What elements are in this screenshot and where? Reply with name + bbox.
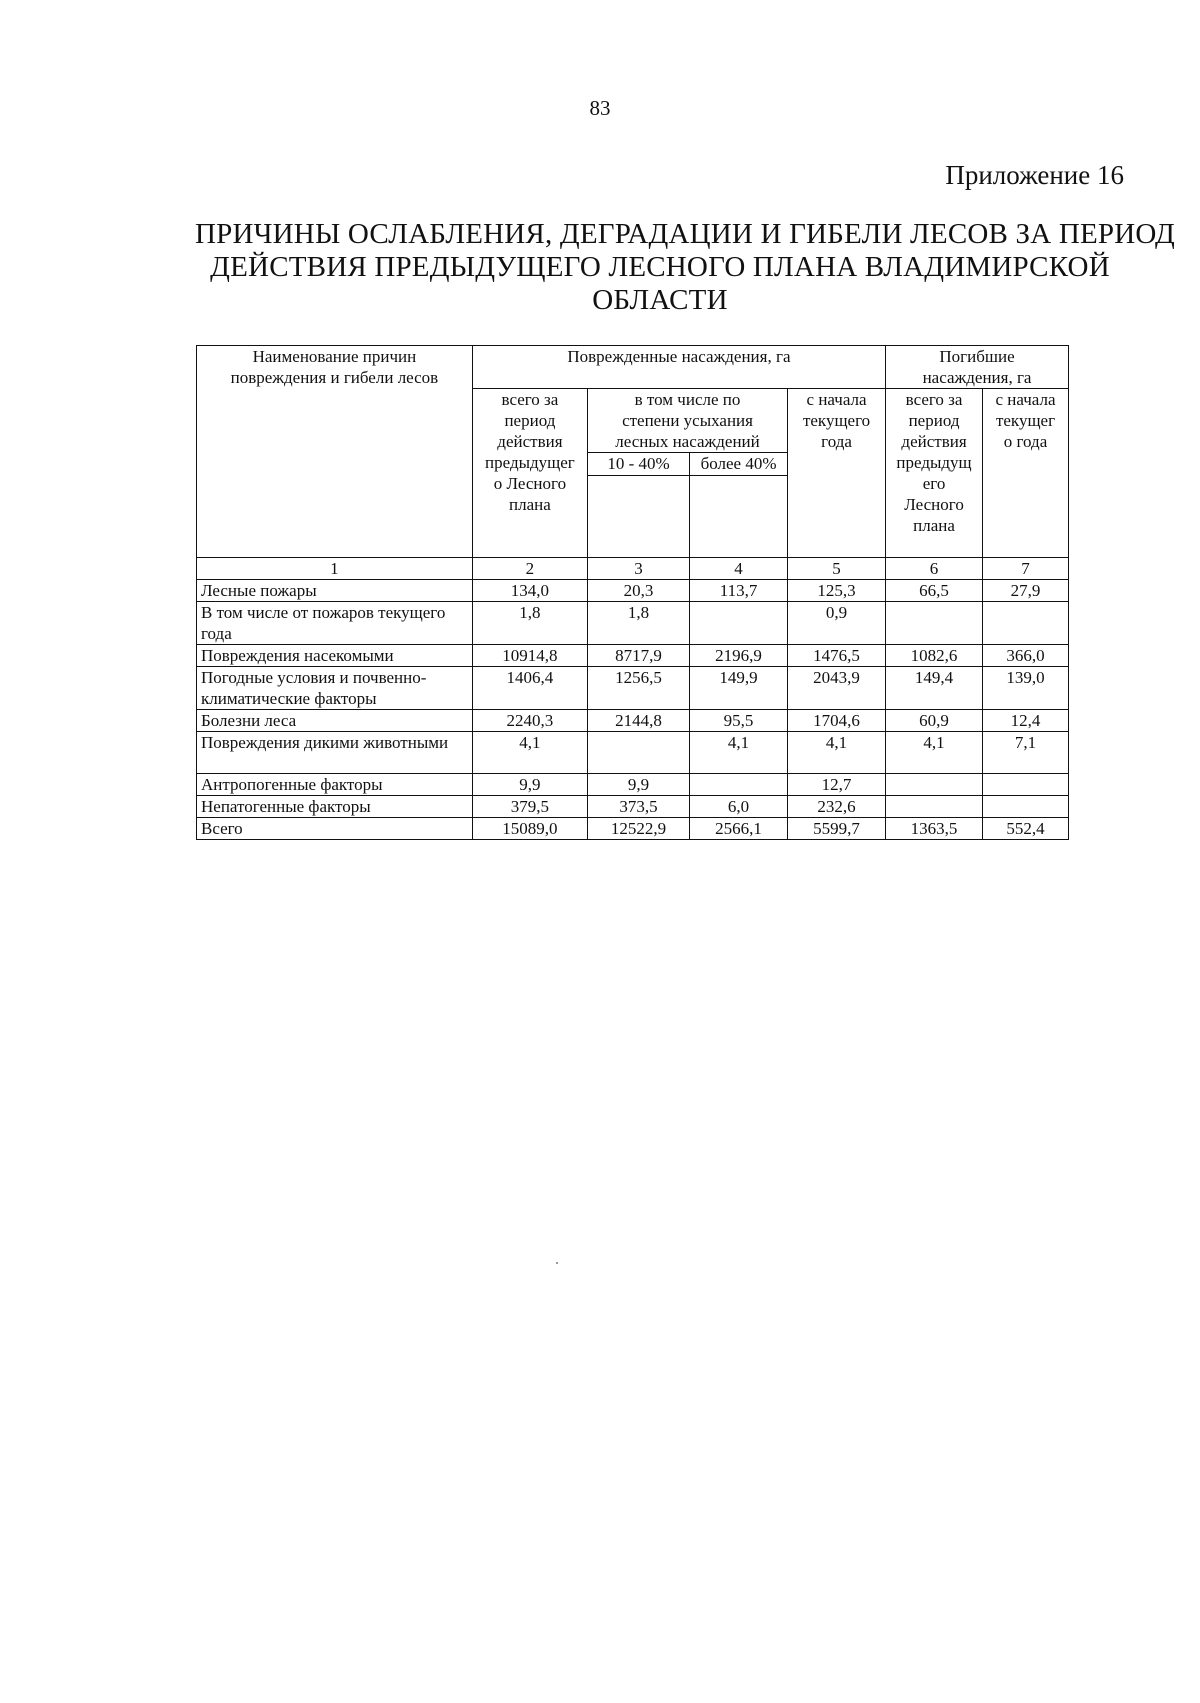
row-value-c7 [983, 796, 1069, 818]
header-degree-over-40: более 40% [690, 453, 788, 476]
header-damaged-current-year: с начала текущего года [788, 389, 886, 558]
page-number: 83 [589, 96, 611, 120]
row-value-c7: 7,1 [983, 732, 1069, 774]
row-value-c7: 12,4 [983, 710, 1069, 732]
column-number: 7 [983, 558, 1069, 580]
forest-damage-table [196, 345, 1069, 840]
title-line: ДЕЙСТВИЯ ПРЕДЫДУЩЕГО ЛЕСНОГО ПЛАНА ВЛАДИМИРСКОЙ [210, 251, 1110, 283]
header-spacer [588, 476, 690, 558]
row-value-c2: 379,5 [472, 796, 587, 818]
table-row [197, 580, 1069, 602]
row-value-c6: 60,9 [886, 710, 983, 732]
row-value-c3: 9,9 [588, 774, 690, 796]
row-value-c3: 373,5 [588, 796, 690, 818]
row-value-c2: 15089,0 [472, 818, 587, 840]
row-cause-name: В том числе от пожаров текущего года [197, 602, 473, 645]
column-number: 6 [886, 558, 983, 580]
row-value-c3: 1,8 [588, 602, 690, 645]
title-line: ОБЛАСТИ [592, 284, 728, 316]
row-cause-name: Лесные пожары [197, 580, 473, 602]
row-cause-name: Болезни леса [197, 710, 473, 732]
row-value-c5: 2043,9 [788, 667, 886, 710]
table-row [197, 818, 1069, 840]
table-row [197, 732, 1069, 774]
row-value-c6 [886, 774, 983, 796]
row-value-c6 [886, 796, 983, 818]
row-value-c2: 1406,4 [472, 667, 587, 710]
row-value-c4: 149,9 [690, 667, 788, 710]
row-value-c5: 0,9 [788, 602, 886, 645]
row-value-c3: 12522,9 [588, 818, 690, 840]
row-value-c5: 12,7 [788, 774, 886, 796]
row-value-c6: 4,1 [886, 732, 983, 774]
header-damaged-by-degree: в том числе по степени усыхания лесных насаждений [588, 389, 788, 453]
header-dead-current-year: с начала текущег о года [983, 389, 1069, 558]
column-number: 4 [690, 558, 788, 580]
scan-dot [556, 1262, 558, 1264]
row-value-c6: 1082,6 [886, 645, 983, 667]
row-value-c2: 2240,3 [472, 710, 587, 732]
row-cause-name: Погодные условия и почвенно-климатические факторы [197, 667, 473, 710]
row-value-c6: 1363,5 [886, 818, 983, 840]
row-value-c5: 1476,5 [788, 645, 886, 667]
row-value-c4: 2196,9 [690, 645, 788, 667]
row-cause-name: Непатогенные факторы [197, 796, 473, 818]
table-row [197, 602, 1069, 645]
header-dead: Погибшие насаждения, га [886, 346, 1069, 389]
column-number: 2 [472, 558, 587, 580]
header-degree-10-40: 10 - 40% [588, 453, 690, 476]
row-value-c5: 5599,7 [788, 818, 886, 840]
row-value-c6: 66,5 [886, 580, 983, 602]
row-value-c2: 9,9 [472, 774, 587, 796]
header-damaged-total: всего за период действия предыдущег о Лесного плана [472, 389, 587, 558]
title-line: ПРИЧИНЫ ОСЛАБЛЕНИЯ, ДЕГРАДАЦИИ И ГИБЕЛИ ЛЕСОВ ЗА ПЕРИОД [195, 218, 1176, 250]
row-value-c5: 232,6 [788, 796, 886, 818]
row-value-c4: 95,5 [690, 710, 788, 732]
row-value-c7: 552,4 [983, 818, 1069, 840]
table-row [197, 645, 1069, 667]
row-cause-name: Повреждения насекомыми [197, 645, 473, 667]
row-value-c2: 134,0 [472, 580, 587, 602]
row-value-c3: 1256,5 [588, 667, 690, 710]
row-value-c7 [983, 774, 1069, 796]
row-value-c3 [588, 732, 690, 774]
row-value-c2: 10914,8 [472, 645, 587, 667]
column-number: 3 [588, 558, 690, 580]
row-value-c7: 366,0 [983, 645, 1069, 667]
table-row [197, 796, 1069, 818]
header-damaged: Поврежденные насаждения, га [472, 346, 885, 389]
row-cause-name: Повреждения дикими животными [197, 732, 473, 774]
row-value-c2: 4,1 [472, 732, 587, 774]
row-value-c5: 1704,6 [788, 710, 886, 732]
row-value-c4: 113,7 [690, 580, 788, 602]
row-value-c7 [983, 602, 1069, 645]
row-value-c3: 20,3 [588, 580, 690, 602]
table-row [197, 667, 1069, 710]
appendix-label: Приложение 16 [945, 160, 1124, 190]
row-value-c4: 2566,1 [690, 818, 788, 840]
row-value-c3: 8717,9 [588, 645, 690, 667]
header-spacer [690, 476, 788, 558]
table-row [197, 710, 1069, 732]
row-value-c6: 149,4 [886, 667, 983, 710]
header-dead-total: всего за период действия предыдущ его Лесного плана [886, 389, 983, 558]
row-value-c5: 125,3 [788, 580, 886, 602]
row-value-c4 [690, 602, 788, 645]
column-number: 1 [197, 558, 473, 580]
row-value-c2: 1,8 [472, 602, 587, 645]
table-row [197, 774, 1069, 796]
row-value-c6 [886, 602, 983, 645]
row-cause-name: Антропогенные факторы [197, 774, 473, 796]
row-value-c7: 139,0 [983, 667, 1069, 710]
row-value-c4 [690, 774, 788, 796]
row-value-c5: 4,1 [788, 732, 886, 774]
row-cause-name: Всего [197, 818, 473, 840]
row-value-c7: 27,9 [983, 580, 1069, 602]
header-cause: Наименование причин повреждения и гибели лесов [197, 346, 473, 558]
row-value-c4: 6,0 [690, 796, 788, 818]
document-title [195, 218, 1176, 317]
row-value-c3: 2144,8 [588, 710, 690, 732]
row-value-c4: 4,1 [690, 732, 788, 774]
column-number: 5 [788, 558, 886, 580]
